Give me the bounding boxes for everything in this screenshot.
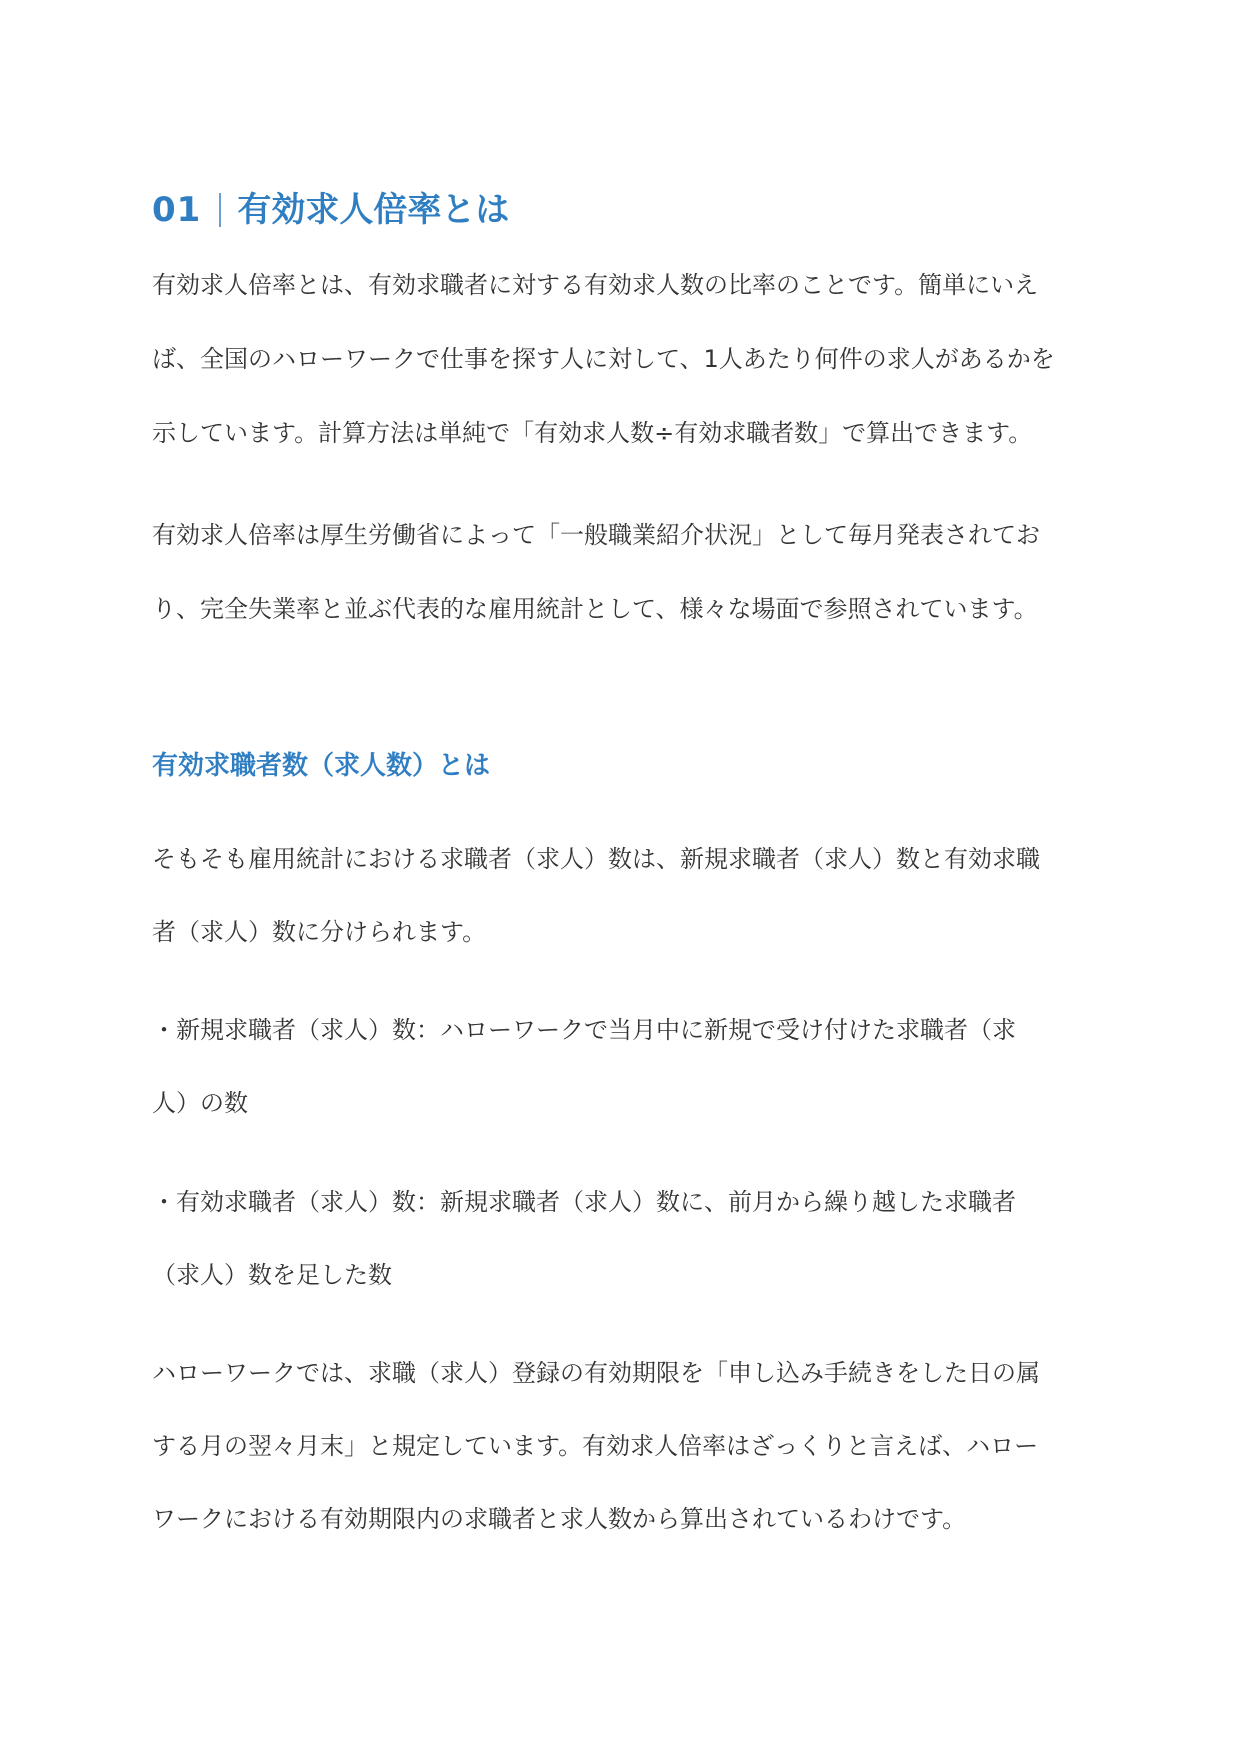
paragraph-line: り、完全失業率と並ぶ代表的な雇用統計として、様々な場面で参照されています。: [152, 595, 1038, 623]
section-heading: [152, 186, 509, 234]
bullet-line: 人）の数: [152, 1089, 248, 1117]
section-title: 有効求人倍率とは: [237, 190, 510, 230]
subsection-heading: 有効求職者数（求人数）とは: [152, 751, 491, 781]
paragraph-line: 者（求人）数に分けられます。: [152, 918, 487, 946]
paragraph-line: する月の翌々月末」と規定しています。有効求人倍率はざっくりと言えば、ハロー: [152, 1432, 1039, 1460]
section-number: 01: [152, 190, 202, 230]
bullet-line: ・新規求職者（求人）数：ハローワークで当月中に新規で受け付けた求職者（求: [152, 1016, 1016, 1044]
bullet-line: （求人）数を足した数: [152, 1261, 392, 1289]
paragraph-line: 示しています。計算方法は単純で「有効求人数÷有効求職者数」で算出できます。: [152, 419, 1033, 447]
paragraph-line: ば、全国のハローワークで仕事を探す人に対して、1人あたり何件の求人があるかを: [152, 345, 1055, 373]
paragraph-line: ワークにおける有効期限内の求職者と求人数から算出されているわけです。: [152, 1505, 967, 1533]
paragraph-line: そもそも雇用統計における求職者（求人）数は、新規求職者（求人）数と有効求職: [152, 845, 1040, 873]
paragraph-line: ハローワークでは、求職（求人）登録の有効期限を「申し込み手続きをした日の属: [152, 1359, 1040, 1387]
heading-divider: [219, 193, 221, 227]
bullet-line: ・有効求職者（求人）数：新規求職者（求人）数に、前月から繰り越した求職者: [152, 1188, 1016, 1216]
paragraph-line: 有効求人倍率は厚生労働省によって「一般職業紹介状況」として毎月発表されてお: [152, 521, 1040, 549]
paragraph-line: 有効求人倍率とは、有効求職者に対する有効求人数の比率のことです。簡単にいえ: [152, 271, 1039, 299]
